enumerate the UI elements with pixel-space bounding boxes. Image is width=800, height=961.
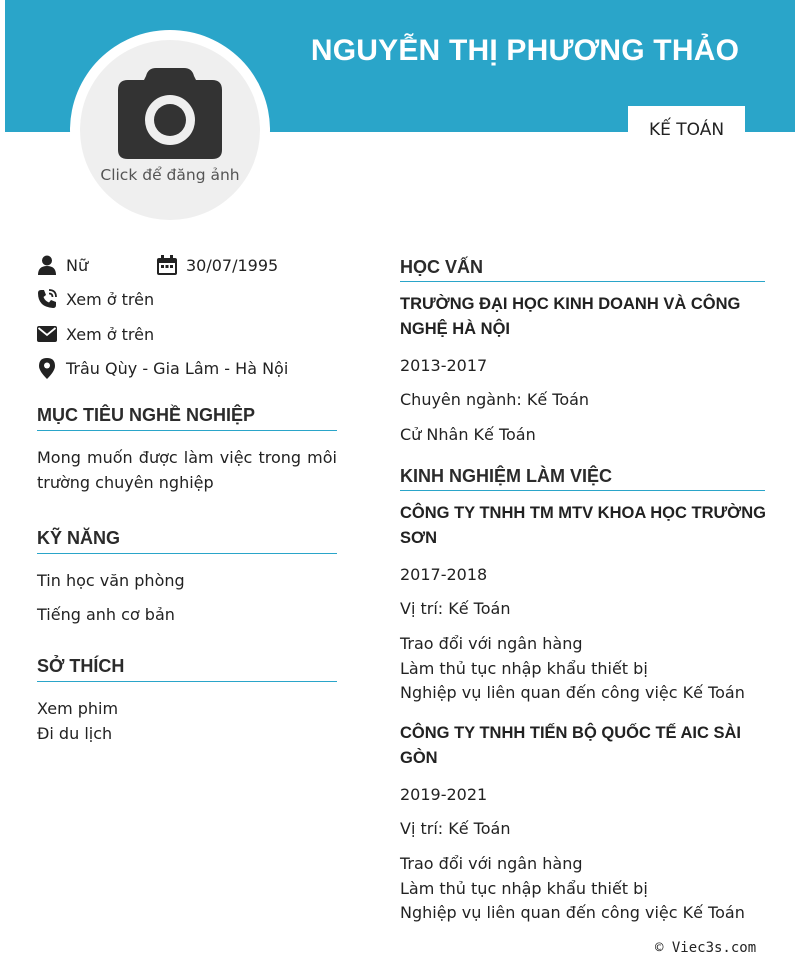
job-duty: Làm thủ tục nhập khẩu thiết bị xyxy=(400,879,648,898)
location-pin-icon xyxy=(36,357,58,379)
skill-item: Tin học văn phòng xyxy=(37,571,185,590)
school-name: TRƯỜNG ĐẠI HỌC KINH DOANH VÀ CÔNG xyxy=(400,295,741,313)
job-period: 2019-2021 xyxy=(400,785,488,804)
job-duty: Nghiệp vụ liên quan đến công việc Kế Toán xyxy=(400,903,745,922)
user-icon xyxy=(36,254,58,276)
education-degree: Cử Nhân Kế Toán xyxy=(400,425,536,444)
job-period: 2017-2018 xyxy=(400,565,488,584)
footer-credit: © Viec3s.com xyxy=(655,940,757,956)
education-divider xyxy=(400,281,765,282)
objective-divider xyxy=(37,430,337,431)
address-row xyxy=(36,357,288,379)
envelope-icon xyxy=(36,323,58,345)
company-name-cont: SƠN xyxy=(400,529,437,547)
gender-value: Nữ xyxy=(66,255,89,275)
phone-row xyxy=(36,288,154,310)
objective-title: MỤC TIÊU NGHỀ NGHIỆP xyxy=(37,405,256,425)
gender-row xyxy=(36,254,88,276)
experience-title: KINH NGHIỆM LÀM VIỆC xyxy=(400,466,613,486)
job-duty: Nghiệp vụ liên quan đến công việc Kế Toán xyxy=(400,683,745,702)
experience-divider xyxy=(400,490,765,491)
job-duty: Trao đổi với ngân hàng xyxy=(400,854,583,873)
job-title-badge xyxy=(628,106,745,154)
address-value: Trâu Qùy - Gia Lâm - Hà Nội xyxy=(66,358,289,378)
job-duty: Làm thủ tục nhập khẩu thiết bị xyxy=(400,659,648,678)
skills-divider xyxy=(37,553,337,554)
avatar-caption[interactable]: Click để đăng ảnh xyxy=(100,166,240,184)
job-duty: Trao đổi với ngân hàng xyxy=(400,634,583,653)
calendar-icon xyxy=(156,254,178,276)
company-name: CÔNG TY TNHH TIẾN BỘ QUỐC TẾ AIC SÀI xyxy=(400,724,742,742)
objective-text: Mong muốn được làm việc trong môi trường chuyên nghiệp xyxy=(37,448,337,492)
job-position: Vị trí: Kế Toán xyxy=(400,819,511,838)
education-period: 2013-2017 xyxy=(400,356,488,375)
candidate-name: NGUYỄN THỊ PHƯƠNG THẢO xyxy=(310,34,740,67)
hobby-item: Xem phim xyxy=(37,699,119,718)
phone-icon xyxy=(36,288,58,310)
job-title: KẾ TOÁN xyxy=(648,120,725,140)
birthday-value: 30/07/1995 xyxy=(186,255,279,275)
skill-item: Tiếng anh cơ bản xyxy=(37,605,175,624)
company-name: CÔNG TY TNHH TM MTV KHOA HỌC TRƯỜNG xyxy=(400,504,766,522)
job-position: Vị trí: Kế Toán xyxy=(400,599,511,618)
email-row xyxy=(36,323,154,345)
hobbies-title: SỞ THÍCH xyxy=(37,656,125,676)
company-name-cont: GÒN xyxy=(400,749,438,767)
education-major: Chuyên ngành: Kế Toán xyxy=(400,390,590,409)
camera-icon[interactable] xyxy=(116,66,224,160)
phone-value: Xem ở trên xyxy=(66,289,155,309)
hobby-item: Đi du lịch xyxy=(37,724,113,743)
skills-title: KỸ NĂNG xyxy=(37,528,121,548)
email-value: Xem ở trên xyxy=(66,324,155,344)
education-title: HỌC VẤN xyxy=(400,257,484,277)
school-name-cont: NGHỆ HÀ NỘI xyxy=(400,320,511,338)
birthday-row xyxy=(156,254,278,276)
hobbies-divider xyxy=(37,681,337,682)
